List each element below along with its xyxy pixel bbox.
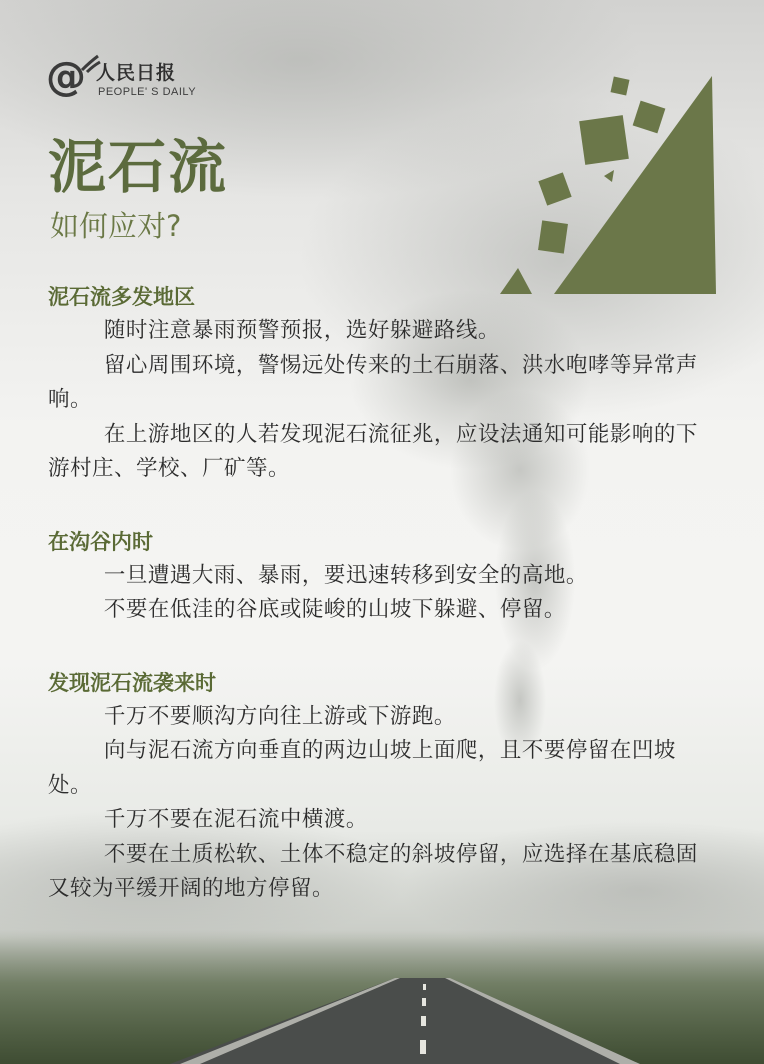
road-image bbox=[0, 960, 764, 1064]
page-subtitle: 如何应对? bbox=[50, 209, 182, 243]
page-title: 泥石流 bbox=[48, 133, 229, 201]
landslide-icon bbox=[496, 72, 722, 298]
paragraph: 随时注意暴雨预警预报，选好躲避路线。 bbox=[103, 318, 500, 343]
logo-subtitle: PEOPLE' S DAILY bbox=[98, 86, 197, 98]
paragraph: 在上游地区的人若发现泥石流征兆，应设法通知可能影响的下游村庄、学校、厂矿等。 bbox=[48, 421, 698, 481]
paragraph: 千万不要在泥石流中横渡。 bbox=[103, 807, 368, 832]
at-sign-icon: @ bbox=[46, 54, 86, 100]
paragraph: 向与泥石流方向垂直的两边山坡上面爬，且不要停留在凹坡处。 bbox=[48, 738, 676, 798]
content bbox=[48, 280, 708, 907]
paragraph: 千万不要顺沟方向往上游或下游跑。 bbox=[103, 703, 456, 729]
paragraph: 不要在土质松软、土体不稳定的斜坡停留，应选择在基底稳固又较为平缓开阔的地方停留。 bbox=[48, 841, 698, 901]
paragraph: 留心周围环境，警惕远处传来的土石崩落、洪水咆哮等异常声响。 bbox=[48, 352, 698, 412]
section-heading: 发现泥石流袭来时 bbox=[48, 670, 216, 695]
logo-name: 人民日报 bbox=[96, 62, 177, 84]
section-heading: 泥石流多发地区 bbox=[48, 285, 195, 309]
section-heading: 在沟谷内时 bbox=[48, 529, 153, 554]
paragraph: 一旦遭遇大雨、暴雨，要迅速转移到安全的高地。 bbox=[103, 562, 588, 588]
peoples-daily-logo bbox=[46, 52, 216, 112]
paragraph: 不要在低洼的谷底或陡峻的山坡下躲避、停留。 bbox=[103, 597, 566, 622]
